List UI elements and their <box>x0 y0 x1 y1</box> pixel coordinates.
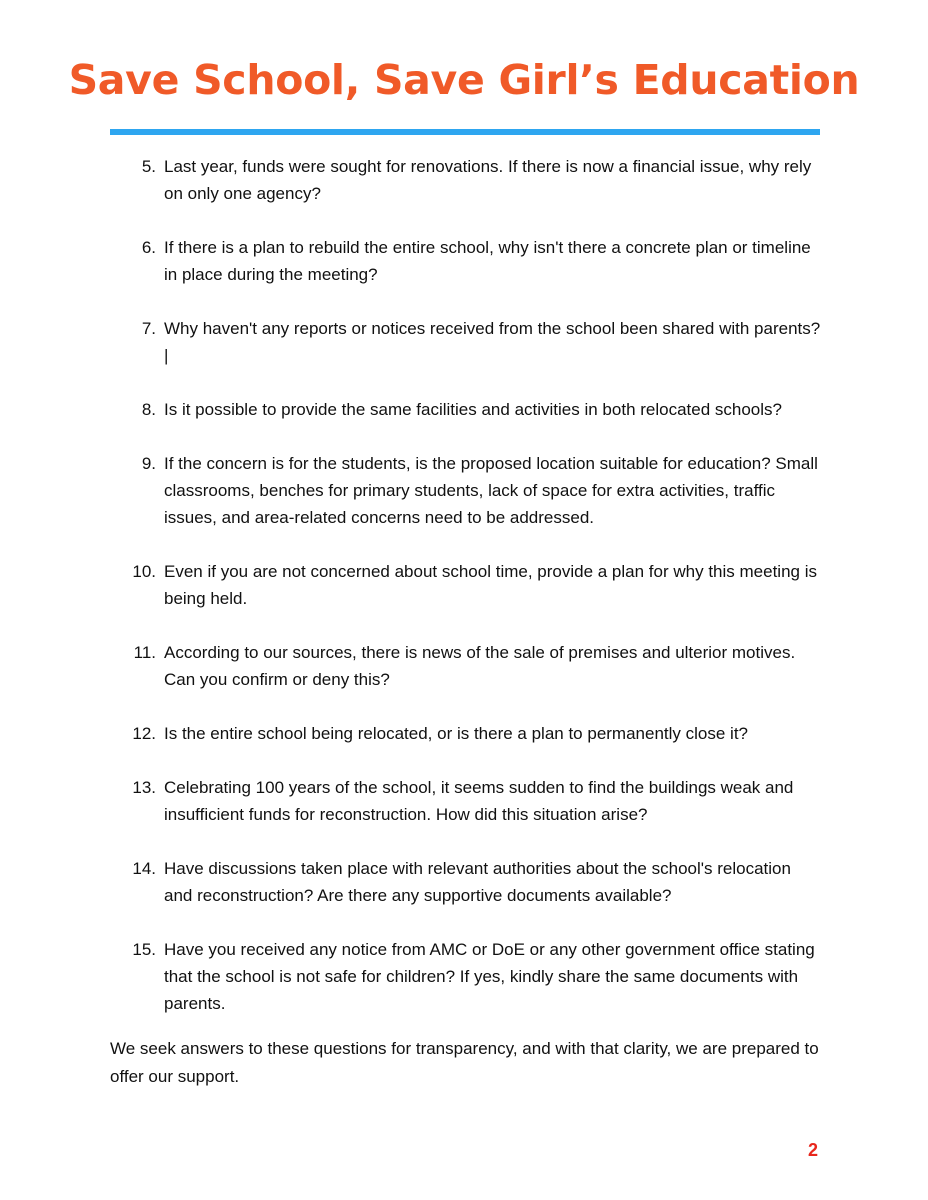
question-item <box>110 558 822 612</box>
question-text: Why haven't any reports or notices received from the school been shared with parents?| <box>164 319 821 365</box>
title-divider <box>110 129 820 135</box>
question-number: 6. <box>141 238 156 257</box>
page-number: 2 <box>807 1140 818 1160</box>
question-number: 10. <box>132 562 156 581</box>
question-text: Have you received any notice from AMC or DoE or any other government office stating that the school is not safe for children? If yes, kindly share the same documents with parents. <box>164 940 815 1013</box>
question-number: 14. <box>132 859 156 878</box>
question-text: Last year, funds were sought for renovations. If there is now a financial issue, why rely on only one agency? <box>164 157 812 203</box>
question-item <box>110 855 822 909</box>
question-item <box>110 639 822 693</box>
question-item <box>110 153 822 207</box>
question-number: 7. <box>141 319 156 338</box>
question-item <box>110 450 822 531</box>
question-text: If there is a plan to rebuild the entire school, why isn't there a concrete plan or timeline in place during the meeting? <box>164 238 811 284</box>
question-number: 12. <box>132 724 156 743</box>
document-title: Save School, Save Girl’s Education <box>68 56 860 104</box>
question-text: Is the entire school being relocated, or is there a plan to permanently close it? <box>164 724 749 743</box>
question-number: 13. <box>132 778 156 797</box>
question-text: Is it possible to provide the same facilities and activities in both relocated schools? <box>164 400 782 419</box>
question-number: 15. <box>132 940 156 959</box>
question-number: 9. <box>141 454 156 473</box>
question-item <box>110 774 822 828</box>
question-number: 5. <box>141 157 156 176</box>
question-text: Even if you are not concerned about school time, provide a plan for why this meeting is being held. <box>164 562 817 608</box>
question-list <box>110 153 822 1044</box>
question-item <box>110 396 822 423</box>
question-text: Celebrating 100 years of the school, it seems sudden to find the buildings weak and insufficient funds for reconstruction. How did this situation arise? <box>164 778 794 824</box>
question-text: According to our sources, there is news of the sale of premises and ulterior motives. Can you confirm or deny this? <box>164 643 796 689</box>
question-item <box>110 936 822 1017</box>
closing-paragraph: We seek answers to these questions for transparency, and with that clarity, we are prepared to offer our support. <box>110 1039 819 1086</box>
question-text: If the concern is for the students, is the proposed location suitable for education? Small classrooms, benches for primary students, lack of space for extra activities, traffic issues, and area-related concerns need to be addressed. <box>164 454 818 527</box>
question-item <box>110 234 822 288</box>
question-item <box>110 315 822 369</box>
question-number: 8. <box>141 400 156 419</box>
question-text: Have discussions taken place with relevant authorities about the school's relocation and reconstruction? Are there any supportive documents available? <box>164 859 791 905</box>
question-number: 11. <box>133 643 156 662</box>
question-item <box>110 720 822 747</box>
